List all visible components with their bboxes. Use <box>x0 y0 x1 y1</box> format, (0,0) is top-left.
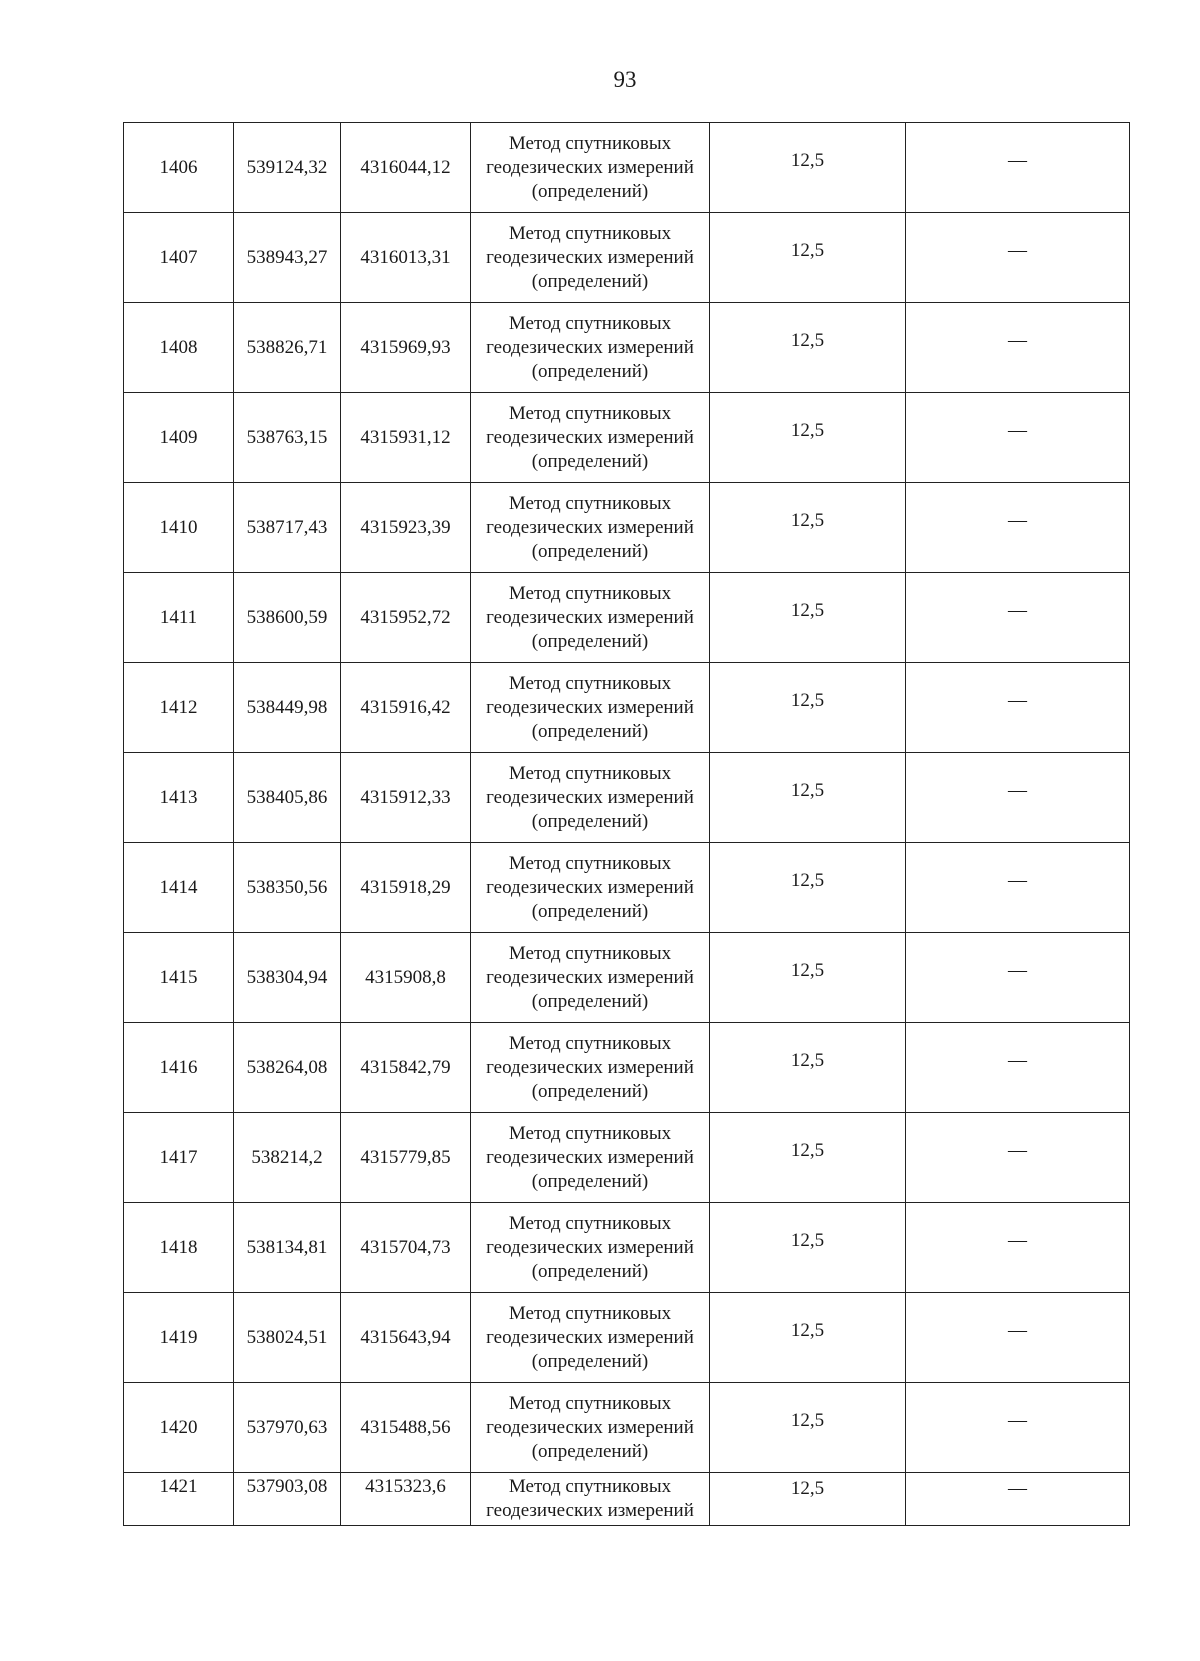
method-line: (определений) <box>531 1440 649 1462</box>
method-line: Метод спутниковых <box>508 762 672 784</box>
method-line: геодезических измерений <box>486 426 694 448</box>
method-line: геодезических измерений <box>486 1236 694 1258</box>
method-cell <box>471 1203 710 1293</box>
note-cell: — <box>906 663 1130 753</box>
table-row <box>124 1203 1130 1293</box>
y-coordinate-cell: 4315323,6 <box>341 1473 471 1526</box>
y-coordinate-cell: 4315779,85 <box>341 1113 471 1203</box>
method-line: (определений) <box>531 810 649 832</box>
method-line: геодезических измерений <box>486 1500 694 1521</box>
y-coordinate-cell: 4316044,12 <box>341 123 471 213</box>
accuracy-cell: 12,5 <box>710 1383 906 1473</box>
method-cell <box>471 1473 710 1526</box>
point-number-cell: 1408 <box>124 303 234 393</box>
method-line: (определений) <box>531 900 649 922</box>
method-line: (определений) <box>531 1260 649 1282</box>
y-coordinate-cell: 4315923,39 <box>341 483 471 573</box>
method-line: (определений) <box>531 1170 649 1192</box>
table-row <box>124 753 1130 843</box>
method-line: геодезических измерений <box>486 1416 694 1438</box>
x-coordinate-cell: 539124,32 <box>234 123 341 213</box>
method-cell <box>471 123 710 213</box>
table-row <box>124 1113 1130 1203</box>
method-line: (определений) <box>531 990 649 1012</box>
method-line: Метод спутниковых <box>508 852 672 874</box>
page-number: 93 <box>613 67 637 92</box>
method-line: (определений) <box>531 1350 649 1372</box>
method-line: Метод спутниковых <box>508 132 672 154</box>
method-line: (определений) <box>531 450 649 472</box>
method-line: Метод спутниковых <box>508 1122 672 1144</box>
method-cell <box>471 1113 710 1203</box>
y-coordinate-cell: 4316013,31 <box>341 213 471 303</box>
table-row <box>124 213 1130 303</box>
method-line: Метод спутниковых <box>508 492 672 514</box>
point-number-cell: 1419 <box>124 1293 234 1383</box>
accuracy-cell: 12,5 <box>710 1113 906 1203</box>
method-cell <box>471 933 710 1023</box>
x-coordinate-cell: 538826,71 <box>234 303 341 393</box>
table-row <box>124 663 1130 753</box>
y-coordinate-cell: 4315912,33 <box>341 753 471 843</box>
table-row <box>124 303 1130 393</box>
point-number-cell: 1421 <box>124 1473 234 1526</box>
x-coordinate-cell: 538214,2 <box>234 1113 341 1203</box>
x-coordinate-cell: 537903,08 <box>234 1473 341 1526</box>
method-line: Метод спутниковых <box>508 1476 672 1497</box>
method-line: геодезических измерений <box>486 876 694 898</box>
method-cell <box>471 753 710 843</box>
method-cell <box>471 663 710 753</box>
y-coordinate-cell: 4315969,93 <box>341 303 471 393</box>
note-cell: — <box>906 753 1130 843</box>
point-number-cell: 1420 <box>124 1383 234 1473</box>
table-row <box>124 393 1130 483</box>
method-line: геодезических измерений <box>486 606 694 628</box>
method-line: геодезических измерений <box>486 516 694 538</box>
table-row <box>124 483 1130 573</box>
note-cell: — <box>906 1383 1130 1473</box>
method-line: геодезических измерений <box>486 786 694 808</box>
x-coordinate-cell: 538943,27 <box>234 213 341 303</box>
accuracy-cell: 12,5 <box>710 1293 906 1383</box>
point-number-cell: 1413 <box>124 753 234 843</box>
note-cell: — <box>906 303 1130 393</box>
method-line: Метод спутниковых <box>508 1392 672 1414</box>
accuracy-cell: 12,5 <box>710 843 906 933</box>
accuracy-cell: 12,5 <box>710 123 906 213</box>
table-row <box>124 843 1130 933</box>
method-cell <box>471 573 710 663</box>
point-number-cell: 1418 <box>124 1203 234 1293</box>
method-line: Метод спутниковых <box>508 942 672 964</box>
x-coordinate-cell: 538024,51 <box>234 1293 341 1383</box>
method-line: (определений) <box>531 720 649 742</box>
note-cell: — <box>906 573 1130 663</box>
method-line: геодезических измерений <box>486 966 694 988</box>
note-cell: — <box>906 483 1130 573</box>
method-line: (определений) <box>531 360 649 382</box>
accuracy-cell: 12,5 <box>710 753 906 843</box>
accuracy-cell: 12,5 <box>710 483 906 573</box>
point-number-cell: 1407 <box>124 213 234 303</box>
accuracy-cell: 12,5 <box>710 663 906 753</box>
method-cell <box>471 393 710 483</box>
x-coordinate-cell: 538304,94 <box>234 933 341 1023</box>
y-coordinate-cell: 4315918,29 <box>341 843 471 933</box>
method-cell <box>471 483 710 573</box>
y-coordinate-cell: 4315908,8 <box>341 933 471 1023</box>
x-coordinate-cell: 538717,43 <box>234 483 341 573</box>
method-line: геодезических измерений <box>486 336 694 358</box>
accuracy-cell: 12,5 <box>710 213 906 303</box>
method-line: Метод спутниковых <box>508 582 672 604</box>
accuracy-cell: 12,5 <box>710 933 906 1023</box>
point-number-cell: 1411 <box>124 573 234 663</box>
accuracy-cell: 12,5 <box>710 1473 906 1526</box>
note-cell: — <box>906 1473 1130 1526</box>
method-line: (определений) <box>531 180 649 202</box>
accuracy-cell: 12,5 <box>710 1023 906 1113</box>
method-line: геодезических измерений <box>486 246 694 268</box>
table-row <box>124 1293 1130 1383</box>
method-line: Метод спутниковых <box>508 312 672 334</box>
method-line: (определений) <box>531 630 649 652</box>
method-line: (определений) <box>531 1080 649 1102</box>
coordinates-table-body <box>124 123 1130 1526</box>
point-number-cell: 1414 <box>124 843 234 933</box>
note-cell: — <box>906 1023 1130 1113</box>
method-cell <box>471 1383 710 1473</box>
x-coordinate-cell: 538405,86 <box>234 753 341 843</box>
x-coordinate-cell: 538449,98 <box>234 663 341 753</box>
y-coordinate-cell: 4315916,42 <box>341 663 471 753</box>
x-coordinate-cell: 538264,08 <box>234 1023 341 1113</box>
x-coordinate-cell: 538350,56 <box>234 843 341 933</box>
accuracy-cell: 12,5 <box>710 573 906 663</box>
point-number-cell: 1406 <box>124 123 234 213</box>
method-line: (определений) <box>531 270 649 292</box>
point-number-cell: 1416 <box>124 1023 234 1113</box>
method-line: геодезических измерений <box>486 696 694 718</box>
note-cell: — <box>906 1203 1130 1293</box>
note-cell: — <box>906 1293 1130 1383</box>
method-line: геодезических измерений <box>486 156 694 178</box>
accuracy-cell: 12,5 <box>710 1203 906 1293</box>
table-row <box>124 123 1130 213</box>
accuracy-cell: 12,5 <box>710 393 906 483</box>
table-row <box>124 1383 1130 1473</box>
method-line: геодезических измерений <box>486 1326 694 1348</box>
table-row <box>124 1023 1130 1113</box>
method-line: геодезических измерений <box>486 1146 694 1168</box>
coordinates-table <box>123 122 1130 1526</box>
method-line: Метод спутниковых <box>508 1212 672 1234</box>
y-coordinate-cell: 4315488,56 <box>341 1383 471 1473</box>
method-line: геодезических измерений <box>486 1056 694 1078</box>
note-cell: — <box>906 843 1130 933</box>
note-cell: — <box>906 123 1130 213</box>
x-coordinate-cell: 538763,15 <box>234 393 341 483</box>
method-line: Метод спутниковых <box>508 672 672 694</box>
point-number-cell: 1417 <box>124 1113 234 1203</box>
accuracy-cell: 12,5 <box>710 303 906 393</box>
x-coordinate-cell: 537970,63 <box>234 1383 341 1473</box>
x-coordinate-cell: 538600,59 <box>234 573 341 663</box>
table-row <box>124 1473 1130 1526</box>
note-cell: — <box>906 1113 1130 1203</box>
point-number-cell: 1409 <box>124 393 234 483</box>
point-number-cell: 1410 <box>124 483 234 573</box>
note-cell: — <box>906 393 1130 483</box>
method-line: (определений) <box>531 540 649 562</box>
method-line: Метод спутниковых <box>508 402 672 424</box>
method-cell <box>471 303 710 393</box>
method-line: Метод спутниковых <box>508 222 672 244</box>
y-coordinate-cell: 4315931,12 <box>341 393 471 483</box>
y-coordinate-cell: 4315704,73 <box>341 1203 471 1293</box>
method-line: Метод спутниковых <box>508 1032 672 1054</box>
method-line: Метод спутниковых <box>508 1302 672 1324</box>
x-coordinate-cell: 538134,81 <box>234 1203 341 1293</box>
note-cell: — <box>906 933 1130 1023</box>
y-coordinate-cell: 4315952,72 <box>341 573 471 663</box>
table-row <box>124 933 1130 1023</box>
method-cell <box>471 1023 710 1113</box>
y-coordinate-cell: 4315643,94 <box>341 1293 471 1383</box>
point-number-cell: 1412 <box>124 663 234 753</box>
y-coordinate-cell: 4315842,79 <box>341 1023 471 1113</box>
method-cell <box>471 843 710 933</box>
point-number-cell: 1415 <box>124 933 234 1023</box>
table-row <box>124 573 1130 663</box>
method-cell <box>471 1293 710 1383</box>
method-cell <box>471 213 710 303</box>
note-cell: — <box>906 213 1130 303</box>
